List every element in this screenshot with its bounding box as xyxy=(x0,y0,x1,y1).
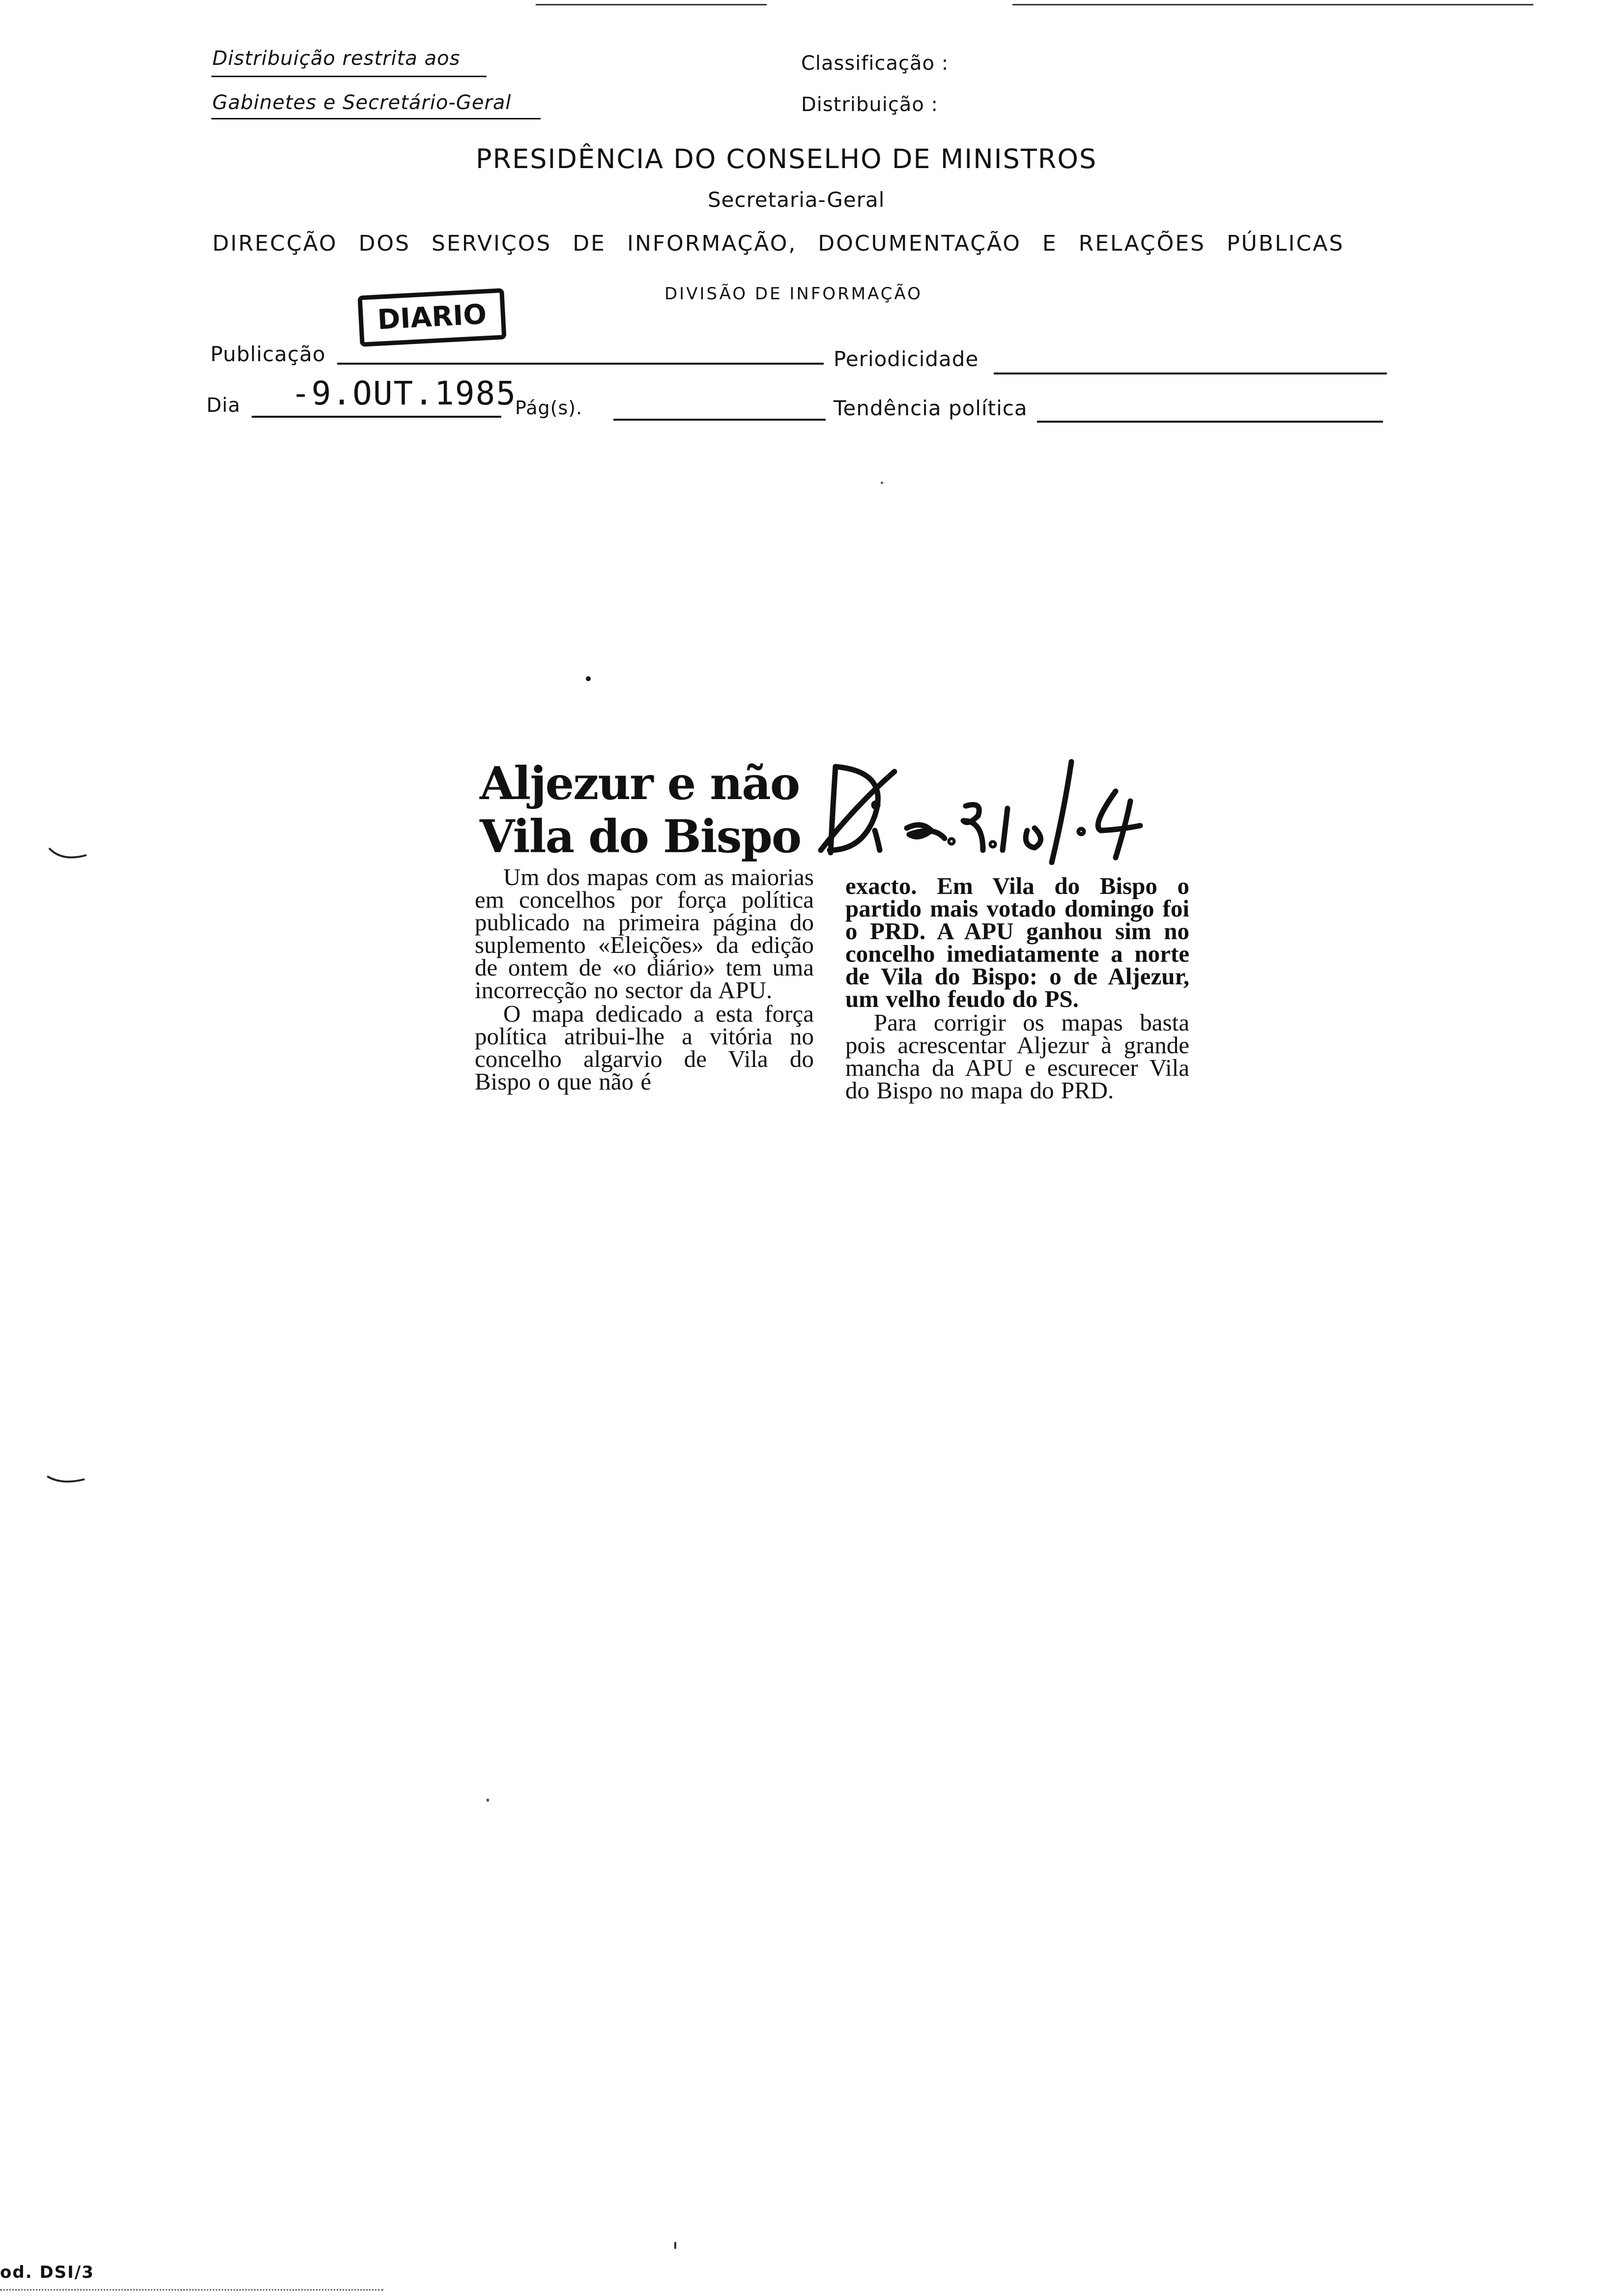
scan-speck xyxy=(674,2242,676,2249)
article-headline-line2: Vila do Bispo xyxy=(480,810,801,863)
publication-stamp: DIARIO xyxy=(357,288,506,346)
distribution-restricted-line1: Distribuição restrita aos xyxy=(212,47,461,70)
punch-hole-mark xyxy=(47,845,91,865)
distribution-label: Distribuição : xyxy=(801,93,939,116)
underline xyxy=(211,76,487,77)
underline xyxy=(211,118,541,119)
publication-field-line xyxy=(337,363,824,365)
punch-hole-mark xyxy=(45,1472,89,1492)
political-tendency-label: Tendência política xyxy=(834,396,1028,420)
scan-speck xyxy=(881,482,883,484)
article-column-1 xyxy=(475,863,814,1095)
article-paragraph: exacto. Em Vila do Bispo o partido mais votado domingo foi o PRD. A APU ganhou sim no concelho imediatamente a norte de Vila do Bispo: o de Aljezur, um velho feudo do PS. xyxy=(845,872,1189,1012)
day-label: Dia xyxy=(206,394,241,417)
division-label: DIVISÃO DE INFORMAÇÃO xyxy=(664,284,922,304)
political-tendency-field-line xyxy=(1037,421,1383,423)
secretariat-subtitle: Secretaria-Geral xyxy=(708,188,885,212)
periodicity-label: Periodicidade xyxy=(834,347,979,371)
date-value: -9.OUT.1985 xyxy=(291,374,517,412)
article-paragraph: Para corrigir os mapas basta pois acrescentar Aljezur à grande mancha da APU e escurecer Vila do Bispo no mapa do PRD. xyxy=(845,1009,1189,1104)
pages-label: Pág(s). xyxy=(515,397,583,419)
handwritten-annotation xyxy=(816,752,1170,865)
article-headline-line1: Aljezur e não xyxy=(480,757,800,810)
institution-title: PRESIDÊNCIA DO CONSELHO DE MINISTROS xyxy=(476,144,1097,174)
scan-edge-line xyxy=(1012,4,1533,5)
periodicity-field-line xyxy=(994,373,1387,374)
scan-edge-line xyxy=(536,4,767,5)
scan-speck xyxy=(487,1799,489,1802)
article-column-2 xyxy=(845,872,1189,1104)
article-paragraph: Um dos mapas com as maiorias em concelhos por força política publicado na primeira página do suplemento «Eleições» da edição de ontem de «o diário» tem uma incorrecção no sector da APU. xyxy=(475,863,814,1004)
scan-edge-line xyxy=(0,2289,383,2291)
article-paragraph: O mapa dedicado a esta força política atribui-lhe a vitória no concelho algarvio de Vila do Bispo o que não é xyxy=(475,1000,814,1095)
distribution-restricted-line2: Gabinetes e Secretário-Geral xyxy=(212,91,512,114)
pages-field-line xyxy=(613,419,826,421)
scan-speck xyxy=(586,676,591,681)
publication-label: Publicação xyxy=(210,342,326,366)
directorate-line: DIRECÇÃO DOS SERVIÇOS DE INFORMAÇÃO, DOCUMENTAÇÃO E RELAÇÕES PÚBLICAS xyxy=(212,231,1345,256)
form-code: od. DSI/3 xyxy=(0,2263,94,2282)
day-field-line xyxy=(252,416,501,418)
classification-label: Classificação : xyxy=(801,52,949,75)
